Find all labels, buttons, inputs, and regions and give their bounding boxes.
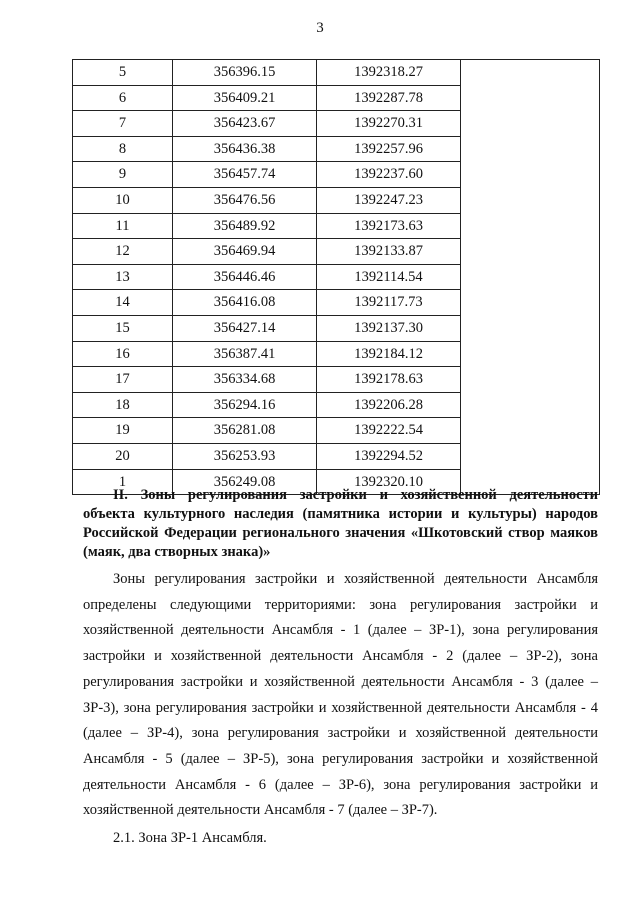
point-number-cell: 19 — [73, 418, 173, 444]
page-number: 3 — [316, 20, 324, 36]
point-number-cell: 10 — [73, 187, 173, 213]
coordinates-table — [72, 59, 600, 495]
x-coordinate-cell: 356489.92 — [173, 213, 317, 239]
y-coordinate-cell: 1392222.54 — [317, 418, 461, 444]
section-heading: II. Зоны регулирования застройки и хозяйственной деятельности объекта культурного наследия (памятника истории и культуры) народов Российской Федерации регионального значения «Шкотовский створ маяков (маяк, два створных знака)» — [83, 487, 598, 560]
point-number-cell: 9 — [73, 162, 173, 188]
x-coordinate-cell: 356423.67 — [173, 111, 317, 137]
y-coordinate-cell: 1392270.31 — [317, 111, 461, 137]
x-coordinate-cell: 356457.74 — [173, 162, 317, 188]
x-coordinate-cell: 356409.21 — [173, 85, 317, 111]
point-number-cell: 13 — [73, 264, 173, 290]
y-coordinate-cell: 1392114.54 — [317, 264, 461, 290]
y-coordinate-cell: 1392294.52 — [317, 443, 461, 469]
x-coordinate-cell: 356334.68 — [173, 367, 317, 393]
y-coordinate-cell: 1392133.87 — [317, 239, 461, 265]
point-number-cell: 20 — [73, 443, 173, 469]
y-coordinate-cell: 1392206.28 — [317, 392, 461, 418]
y-coordinate-cell: 1392137.30 — [317, 315, 461, 341]
x-coordinate-cell: 356294.16 — [173, 392, 317, 418]
y-coordinate-cell: 1392247.23 — [317, 187, 461, 213]
x-coordinate-cell: 356446.46 — [173, 264, 317, 290]
x-coordinate-cell: 356396.15 — [173, 60, 317, 86]
y-coordinate-cell: 1392173.63 — [317, 213, 461, 239]
point-number-cell: 5 — [73, 60, 173, 86]
empty-merged-cell — [461, 60, 600, 495]
y-coordinate-cell: 1392318.27 — [317, 60, 461, 86]
table-row — [73, 60, 600, 86]
x-coordinate-cell: 356249.08 — [173, 469, 317, 495]
point-number-cell: 16 — [73, 341, 173, 367]
x-coordinate-cell: 356469.94 — [173, 239, 317, 265]
y-coordinate-cell: 1392117.73 — [317, 290, 461, 316]
point-number-cell: 15 — [73, 315, 173, 341]
y-coordinate-cell: 1392184.12 — [317, 341, 461, 367]
subsection-heading: 2.1. Зона ЗР-1 Ансамбля. — [113, 830, 267, 846]
x-coordinate-cell: 356416.08 — [173, 290, 317, 316]
y-coordinate-cell: 1392287.78 — [317, 85, 461, 111]
point-number-cell: 11 — [73, 213, 173, 239]
body-paragraph: Зоны регулирования застройки и хозяйственной деятельности Ансамбля определены следующими территориями: зона регулирования застройки и хозяйственной деятельности Ансамбля - 1 (далее – ЗР-1), зона регулирования застройки и хозяйственной деятельности Ансамбля - 2 (далее – ЗР-2), зона регулирования застройки и хозяйственной деятельности Ансамбля - 3 (далее – ЗР-3), зона регулирования застройки и хозяйственной деятельности Ансамбля - 4 (далее – ЗР-4), зона регулирования застройки и хозяйственной деятельности Ансамбля - 5 (далее – ЗР-5), зона регулирования застройки и хозяйственной деятельности Ансамбля - 6 (далее – ЗР-6), зона регулирования застройки и хозяйственной деятельности Ансамбля - 7 (далее – ЗР-7). — [83, 571, 598, 819]
y-coordinate-cell: 1392178.63 — [317, 367, 461, 393]
point-number-cell: 1 — [73, 469, 173, 495]
point-number-cell: 14 — [73, 290, 173, 316]
point-number-cell: 17 — [73, 367, 173, 393]
point-number-cell: 7 — [73, 111, 173, 137]
x-coordinate-cell: 356387.41 — [173, 341, 317, 367]
y-coordinate-cell: 1392320.10 — [317, 469, 461, 495]
x-coordinate-cell: 356281.08 — [173, 418, 317, 444]
x-coordinate-cell: 356253.93 — [173, 443, 317, 469]
point-number-cell: 18 — [73, 392, 173, 418]
point-number-cell: 8 — [73, 136, 173, 162]
y-coordinate-cell: 1392237.60 — [317, 162, 461, 188]
x-coordinate-cell: 356427.14 — [173, 315, 317, 341]
point-number-cell: 6 — [73, 85, 173, 111]
y-coordinate-cell: 1392257.96 — [317, 136, 461, 162]
x-coordinate-cell: 356476.56 — [173, 187, 317, 213]
coordinates-table-body — [73, 60, 600, 495]
x-coordinate-cell: 356436.38 — [173, 136, 317, 162]
point-number-cell: 12 — [73, 239, 173, 265]
